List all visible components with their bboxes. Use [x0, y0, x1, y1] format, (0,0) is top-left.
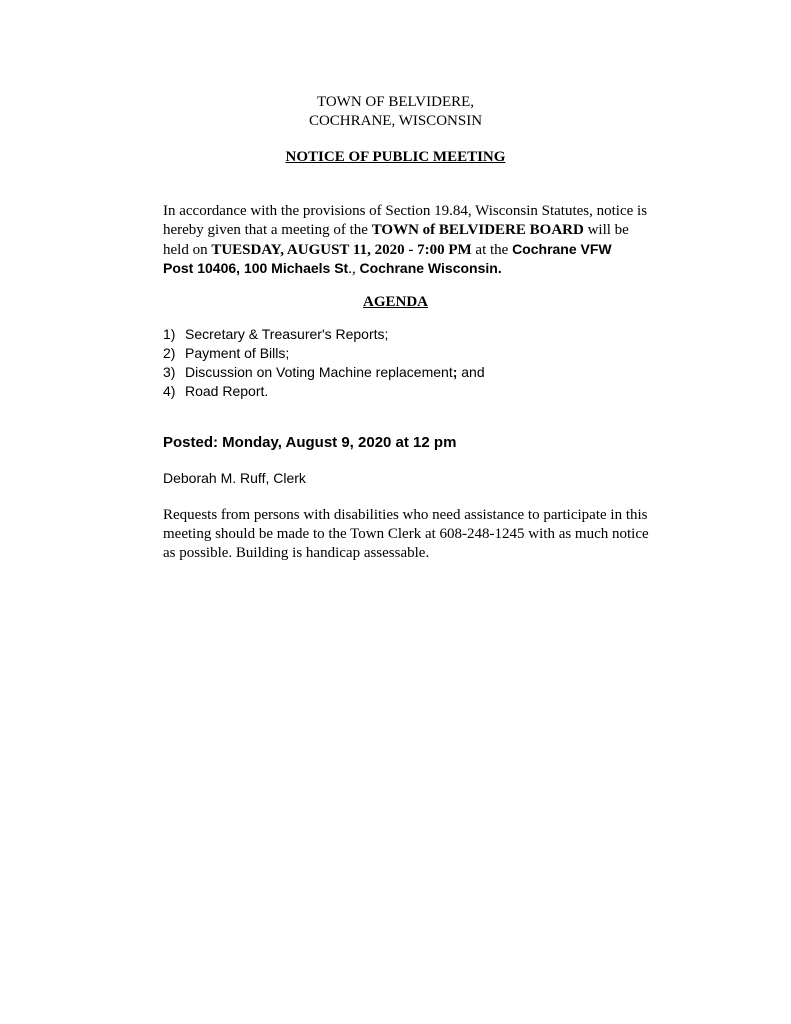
agenda-item-text: Payment of Bills;: [185, 345, 290, 361]
board-name: TOWN of BELVIDERE BOARD: [371, 222, 584, 238]
agenda-item-punct: ;: [452, 364, 458, 380]
agenda-item-number: 3): [163, 364, 176, 380]
intro-text: will be: [583, 222, 629, 238]
meeting-datetime: TUESDAY, AUGUST 11, 2020 - 7:00 PM: [211, 242, 472, 258]
agenda-item: [163, 325, 388, 344]
venue-address: Post 10406, 100 Michaels St: [163, 260, 349, 276]
header-town: TOWN OF BELVIDERE,: [316, 94, 475, 110]
agenda-item-number: 2): [163, 345, 176, 361]
header-location: COCHRANE, WISCONSIN: [308, 113, 483, 129]
posted-date: Posted: Monday, August 9, 2020 at 12 pm: [163, 434, 457, 451]
notice-title: NOTICE OF PUBLIC MEETING: [285, 149, 506, 165]
agenda-item-text: Discussion on Voting Machine replacement: [185, 364, 453, 380]
agenda-item-number: 4): [163, 383, 176, 399]
intro-text: held on: [163, 242, 212, 258]
intro-line-3: [163, 240, 703, 260]
intro-line-4: [163, 259, 703, 279]
agenda-item-text: Road Report.: [185, 383, 269, 399]
clerk-signature: Deborah M. Ruff, Clerk: [163, 470, 306, 486]
agenda-item: [163, 363, 485, 382]
accessibility-line-1: Requests from persons with disabilities who need assistance to participate in this: [163, 507, 648, 523]
agenda-item-number: 1): [163, 326, 176, 342]
accessibility-line-2: meeting should be made to the Town Clerk at 608-248-1245 with as much notice: [163, 526, 649, 542]
page-title: [0, 148, 791, 167]
agenda-item-suffix: and: [457, 364, 485, 380]
intro-text: hereby given that a meeting of the: [163, 222, 372, 238]
intro-text: .,: [348, 261, 360, 277]
intro-line-2: [163, 221, 703, 240]
meeting-venue: Cochrane VFW: [512, 241, 612, 257]
intro-line-1: In accordance with the provisions of Section 19.84, Wisconsin Statutes, notice is: [163, 203, 648, 219]
agenda-heading: AGENDA: [362, 294, 428, 310]
agenda-heading-row: [0, 293, 791, 312]
agenda-item-text: Secretary & Treasurer's Reports;: [185, 326, 389, 342]
venue-city: Cochrane Wisconsin.: [359, 260, 502, 276]
agenda-item: [163, 382, 268, 401]
accessibility-line-3: as possible. Building is handicap assessable.: [163, 545, 430, 561]
intro-text: at the: [471, 242, 513, 258]
agenda-item: [163, 344, 289, 363]
